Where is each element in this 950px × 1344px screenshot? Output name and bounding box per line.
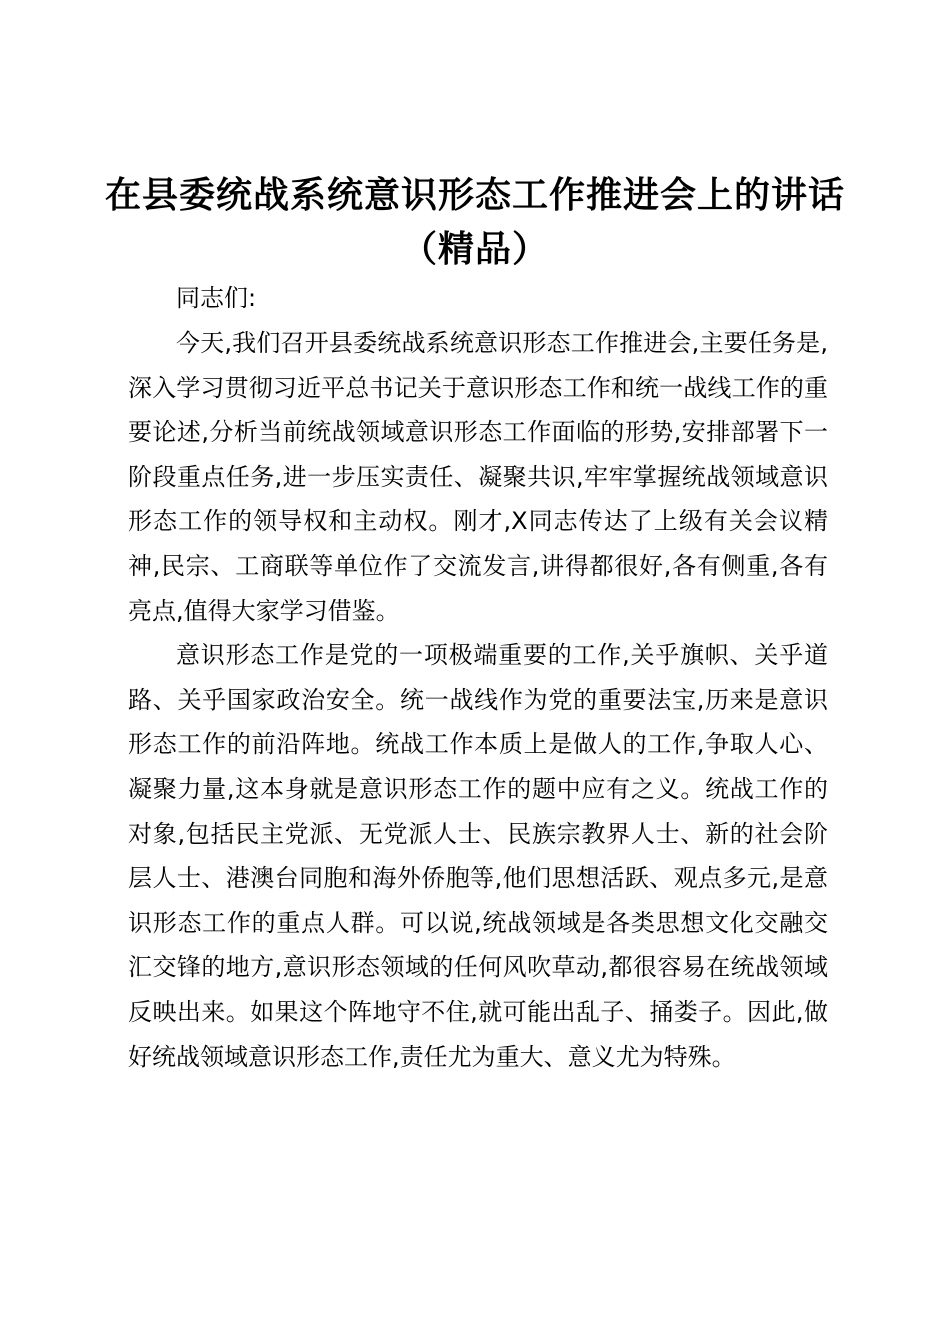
- paragraph-1: 今天,我们召开县委统战系统意识形态工作推进会,主要任务是,深入学习贯彻习近平总书记关于意识形态工作和统一战线工作的重要论述,分析当前统战领域意识形态工作面临的形势,安排部署下一阶段重点任务,进一步压实责任、凝聚共识,牢牢掌握统战领域意识形态工作的领导权和主动权。刚才,X同志传达了上级有关会议精神,民宗、工商联等单位作了交流发言,讲得都很好,各有侧重,各有亮点,值得大家学习借鉴。: [128, 329, 828, 625]
- salutation: 同志们:: [176, 284, 257, 312]
- paragraph-2: 意识形态工作是党的一项极端重要的工作,关乎旗帜、关乎道路、关乎国家政治安全。统一战线作为党的重要法宝,历来是意识形态工作的前沿阵地。统战工作本质上是做人的工作,争取人心、凝聚力量,这本身就是意识形态工作的题中应有之义。统战工作的对象,包括民主党派、无党派人士、民族宗教界人士、新的社会阶层人士、港澳台同胞和海外侨胞等,他们思想活跃、观点多元,是意识形态工作的重点人群。可以说,统战领域是各类思想文化交融交汇交锋的地方,意识形态领域的任何风吹草动,都很容易在统战领域反映出来。如果这个阵地守不住,就可能出乱子、捅娄子。因此,做好统战领域意识形态工作,责任尤为重大、意义尤为特殊。: [128, 641, 828, 1071]
- document-body: [128, 278, 828, 1079]
- document-title: 在县委统战系统意识形态工作推进会上的讲话（精品）: [104, 174, 845, 270]
